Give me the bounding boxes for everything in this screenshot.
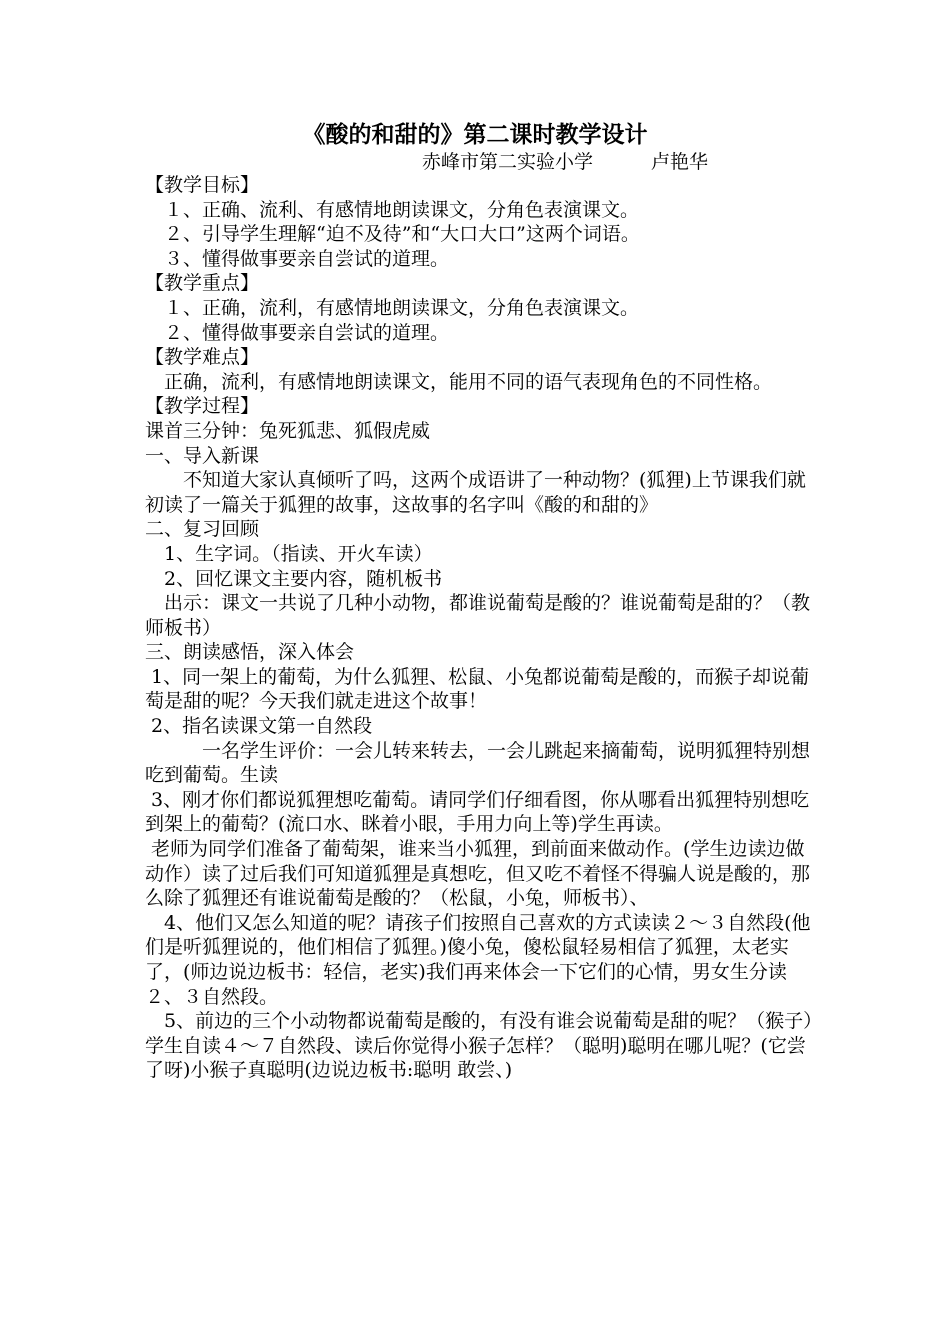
paragraph: １、正确、流利、有感情地朗读课文，分角色表演课文。: [145, 198, 640, 221]
document-title: 《酸的和甜的》第二课时教学设计: [302, 122, 648, 148]
paragraph: 不知道大家认真倾听了吗，这两个成语讲了一种动物？(狐狸)上节课我们就初读了一篇关于狐狸的故事，这故事的名字叫《酸的和甜的》: [145, 469, 806, 516]
paragraph: 老师为同学们准备了葡萄架，谁来当小狐狸，到前面来做动作。(学生边读边做动作）读了过后我们可知道狐狸是真想吃，但又吃不着怪不得骗人说是酸的，那么除了狐狸还有谁说葡萄是酸的？（松鼠，小兔，师板书）、: [145, 838, 811, 910]
paragraph: ２、懂得做事要亲自尝试的道理。: [145, 321, 450, 344]
paragraph: 4、他们又怎么知道的呢？请孩子们按照自己喜欢的方式读读２～３自然段(他们是听狐狸说的，他们相信了狐狸。)傻小兔，傻松鼠轻易相信了狐狸，太老实了，(师边说边板书：轻信，老实)我们再来体会一下它们的心情，男女生分读２、３自然段。: [145, 911, 811, 1008]
paragraph: 正确，流利，有感情地朗读课文，能用不同的语气表现角色的不同性格。: [145, 370, 773, 393]
section-heading-difficulties: 【教学难点】: [145, 346, 260, 369]
paragraph: 课首三分钟：兔死狐悲、狐假虎威: [145, 419, 431, 442]
document-body: [145, 173, 813, 1083]
paragraph: 出示：课文一共说了几种小动物，都谁说葡萄是酸的？谁说葡萄是甜的？（教师板书）: [145, 592, 811, 639]
subsection-heading: 三、朗读感悟，深入体会: [145, 641, 355, 664]
paragraph: 3、刚才你们都说狐狸想吃葡萄。请同学们仔细看图，你从哪看出狐狸特别想吃到架上的葡萄？(流口水、眯着小眼，手用力向上等)学生再读。: [145, 788, 810, 836]
paragraph: 1、同一架上的葡萄，为什么狐狸、松鼠、小兔都说葡萄是酸的，而猴子却说葡萄是甜的呢？今天我们就走进这个故事！: [145, 665, 810, 713]
section-heading-process: 【教学过程】: [145, 395, 260, 418]
paragraph: ２、引导学生理解“迫不及待”和“大口大口”这两个词语。: [145, 223, 640, 246]
subsection-heading: 二、复习回顾: [145, 518, 260, 541]
paragraph: 2、回忆课文主要内容，随机板书: [145, 567, 443, 590]
paragraph: 2、指名读课文第一自然段: [145, 715, 373, 738]
paragraph: ３、懂得做事要亲自尝试的道理。: [145, 247, 450, 270]
paragraph: １、正确，流利，有感情地朗读课文，分角色表演课文。: [145, 296, 640, 319]
byline: [422, 149, 708, 175]
paragraph: 一名学生评价：一会儿转来转去，一会儿跳起来摘葡萄，说明狐狸特别想吃到葡萄。生读: [145, 739, 811, 787]
subsection-heading: 一、导入新课: [145, 444, 260, 467]
section-heading-objectives: 【教学目标】: [145, 174, 260, 196]
paragraph: 1、生字词。（指读、开火车读）: [145, 542, 433, 565]
paragraph: 5、前边的三个小动物都说葡萄是酸的，有没有谁会说葡萄是甜的呢？（猴子）学生自读４～７自然段、读后你觉得小猴子怎样？（聪明)聪明在哪儿呢？(它尝了呀)小猴子真聪明(边说边板书:聪明 敢尝、): [145, 1010, 813, 1082]
author-name: 卢艳华: [651, 151, 709, 173]
school-name: 赤峰市第二实验小学: [422, 151, 594, 173]
section-heading-key-points: 【教学重点】: [145, 272, 260, 295]
